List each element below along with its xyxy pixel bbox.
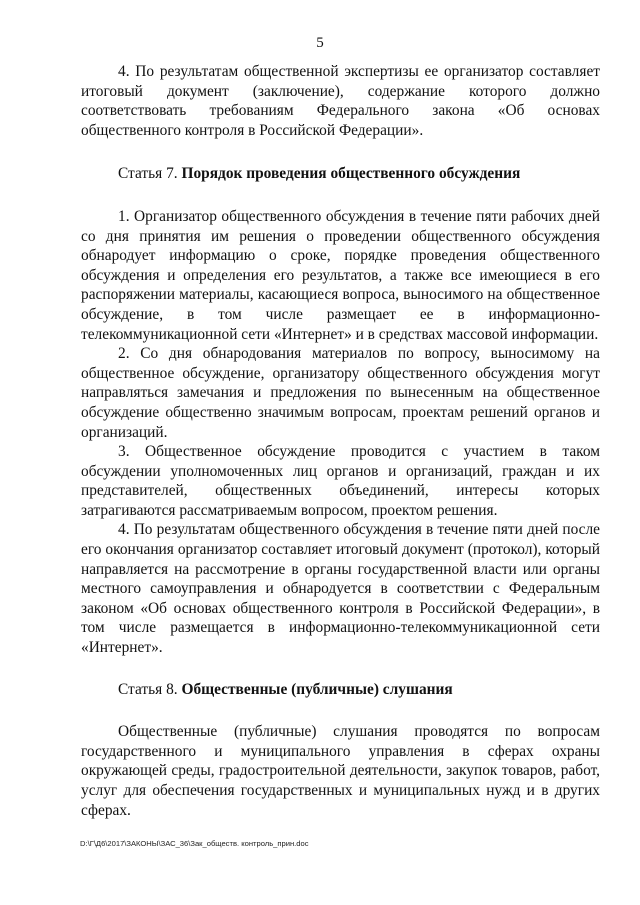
- article8-body: [81, 722, 600, 820]
- article7-body: [81, 207, 600, 658]
- article7-paragraph-4: 4. По результатам общественного обсуждения в течение пяти дней после его окончания организатор составляет итоговый документ (протокол), который направляется на рассмотрение в органы государственной власти или органы местного самоуправления и обнародуется в соответствии с Федеральным законом «Об основах общественного контроля в Российской Федерации», в том числе размещается в информационно-телекоммуникационной сети «Интернет».: [81, 521, 600, 657]
- article7-paragraph-3: 3. Общественное обсуждение проводится с участием в таком обсуждении уполномоченных лиц органов и организаций, граждан и их представителей, общественных объединений, интересы которых затрагиваются рассматриваемым вопросом, проектом решения.: [81, 443, 600, 519]
- section4-intro-paragraph: 4. По результатам общественной экспертизы ее организатор составляет итоговый документ (заключение), содержание которого должно соответствовать требованиям Федерального закона «Об основах общественного контроля в Российской Федерации».: [81, 63, 600, 139]
- article7-paragraph-2: 2. Со дня обнародования материалов по вопросу, выносимому на общественное обсуждение, организатору общественного обсуждения могут направляться замечания и предложения по вынесенным на общественное обсуждение общественно значимым вопросам, проектам решений органов и организаций.: [81, 345, 600, 441]
- page-number: 5: [316, 35, 324, 51]
- document-body: [81, 62, 600, 820]
- footer-file-path: D:\Г\Д6\2017\ЗАКОНЫ\ЗАС_36\Зак_обществ. контроль_прин.doc: [80, 839, 309, 848]
- article7-heading: [81, 164, 600, 184]
- article8-paragraph-1: Общественные (публичные) слушания проводятся по вопросам государственного и муниципального управления в сферах охраны окружающей среды, градостроительной деятельности, закупок товаров, работ, услуг для обеспечения государственных и муниципальных нужд и в других сферах.: [81, 723, 600, 819]
- article8-title: Общественные (публичные) слушания: [181, 680, 453, 698]
- article8-heading: [81, 680, 600, 700]
- article7-title: Порядок проведения общественного обсуждения: [181, 165, 521, 183]
- article7-paragraph-1: 1. Организатор общественного обсуждения в течение пяти рабочих дней со дня принятия им решения о проведении общественного обсуждения обнародует информацию о сроке, порядке проведения общественного обсуждения и определения его результатов, а также все имеющиеся в его распоряжении материалы, касающиеся вопроса, выносимого на общественное обсуждение, в том числе размещает ее в информационно-телекоммуникационной сети «Интернет» и в средствах массовой информации.: [81, 207, 600, 343]
- article8-prefix: Статья 8.: [118, 680, 178, 698]
- article7-prefix: Статья 7.: [118, 165, 178, 183]
